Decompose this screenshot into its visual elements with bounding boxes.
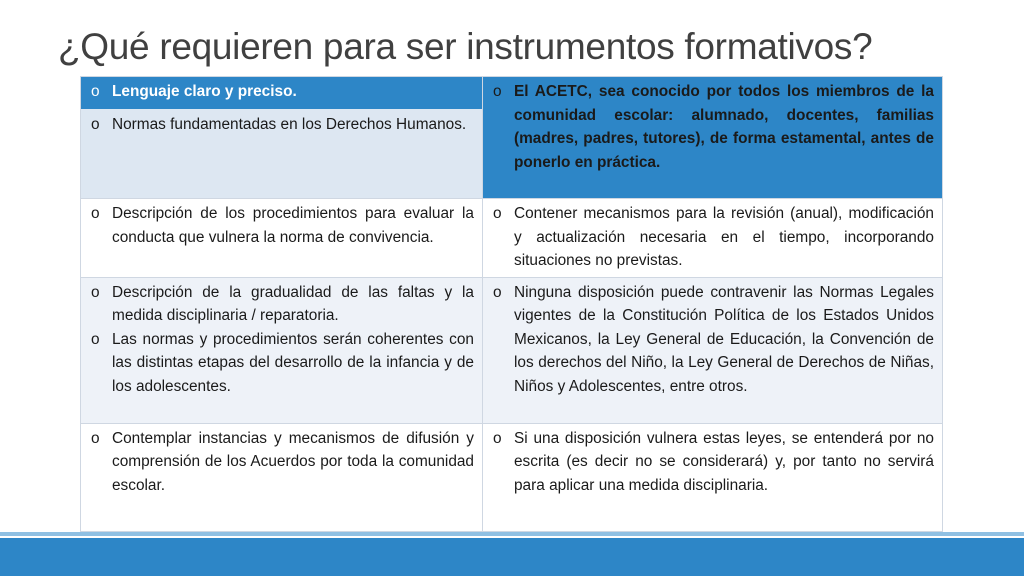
table-row [81, 423, 943, 531]
header-cell [81, 77, 482, 109]
table-cell-right [483, 77, 943, 199]
list-item: o El ACETC, sea conocido por todos los miembros de la comunidad escolar: alumnado, docentes, familias (madres, padres, tutores), de forma estamental, antes de ponerlo en práctica. [489, 80, 934, 174]
footer-bar [0, 538, 1024, 576]
requirements-table [80, 76, 943, 532]
table-cell-right [483, 199, 943, 278]
cell-body [81, 109, 482, 141]
list-item: o Contener mecanismos para la revisión (anual), modificación y actualización necesaria en el tiempo, incorporando situaciones no previstas. [489, 202, 934, 273]
list-item: o Las normas y procedimientos serán coherentes con las distintas etapas del desarrollo de la infancia y de los adolescentes. [87, 328, 474, 399]
table-cell-left [81, 423, 483, 531]
list-item: o Descripción de la gradualidad de las faltas y la medida disciplinaria / reparatoria. [87, 281, 474, 328]
table-cell-left [81, 199, 483, 278]
list-item: o Descripción de los procedimientos para evaluar la conducta que vulnera la norma de convivencia. [87, 202, 474, 249]
slide-title: ¿Qué requieren para ser instrumentos formativos? [58, 26, 873, 67]
list-item: o Si una disposición vulnera estas leyes, se entenderá por no escrita (es decir no se considerará) y, por tanto no servirá para aplicar una medida disciplinaria. [489, 427, 934, 498]
list-item: o Ninguna disposición puede contravenir las Normas Legales vigentes de la Constitución Política de los Estados Unidos Mexicanos, la Ley General de Educación, la Convención de los derechos del Niño, la Ley General de Derechos de Niñas, Niños y Adolescentes, entre otros. [489, 281, 934, 399]
table-cell-left [81, 77, 483, 199]
table-row [81, 199, 943, 278]
table-cell-left [81, 277, 483, 423]
list-item: o Lenguaje claro y preciso. [87, 80, 474, 104]
list-item: o Normas fundamentadas en los Derechos Humanos. [87, 113, 474, 137]
list-item: o Contemplar instancias y mecanismos de difusión y comprensión de los Acuerdos por toda la comunidad escolar. [87, 427, 474, 498]
footer-divider [0, 532, 1024, 536]
table-cell-right [483, 277, 943, 423]
table-cell-right [483, 423, 943, 531]
table-row [81, 77, 943, 199]
table-row [81, 277, 943, 423]
